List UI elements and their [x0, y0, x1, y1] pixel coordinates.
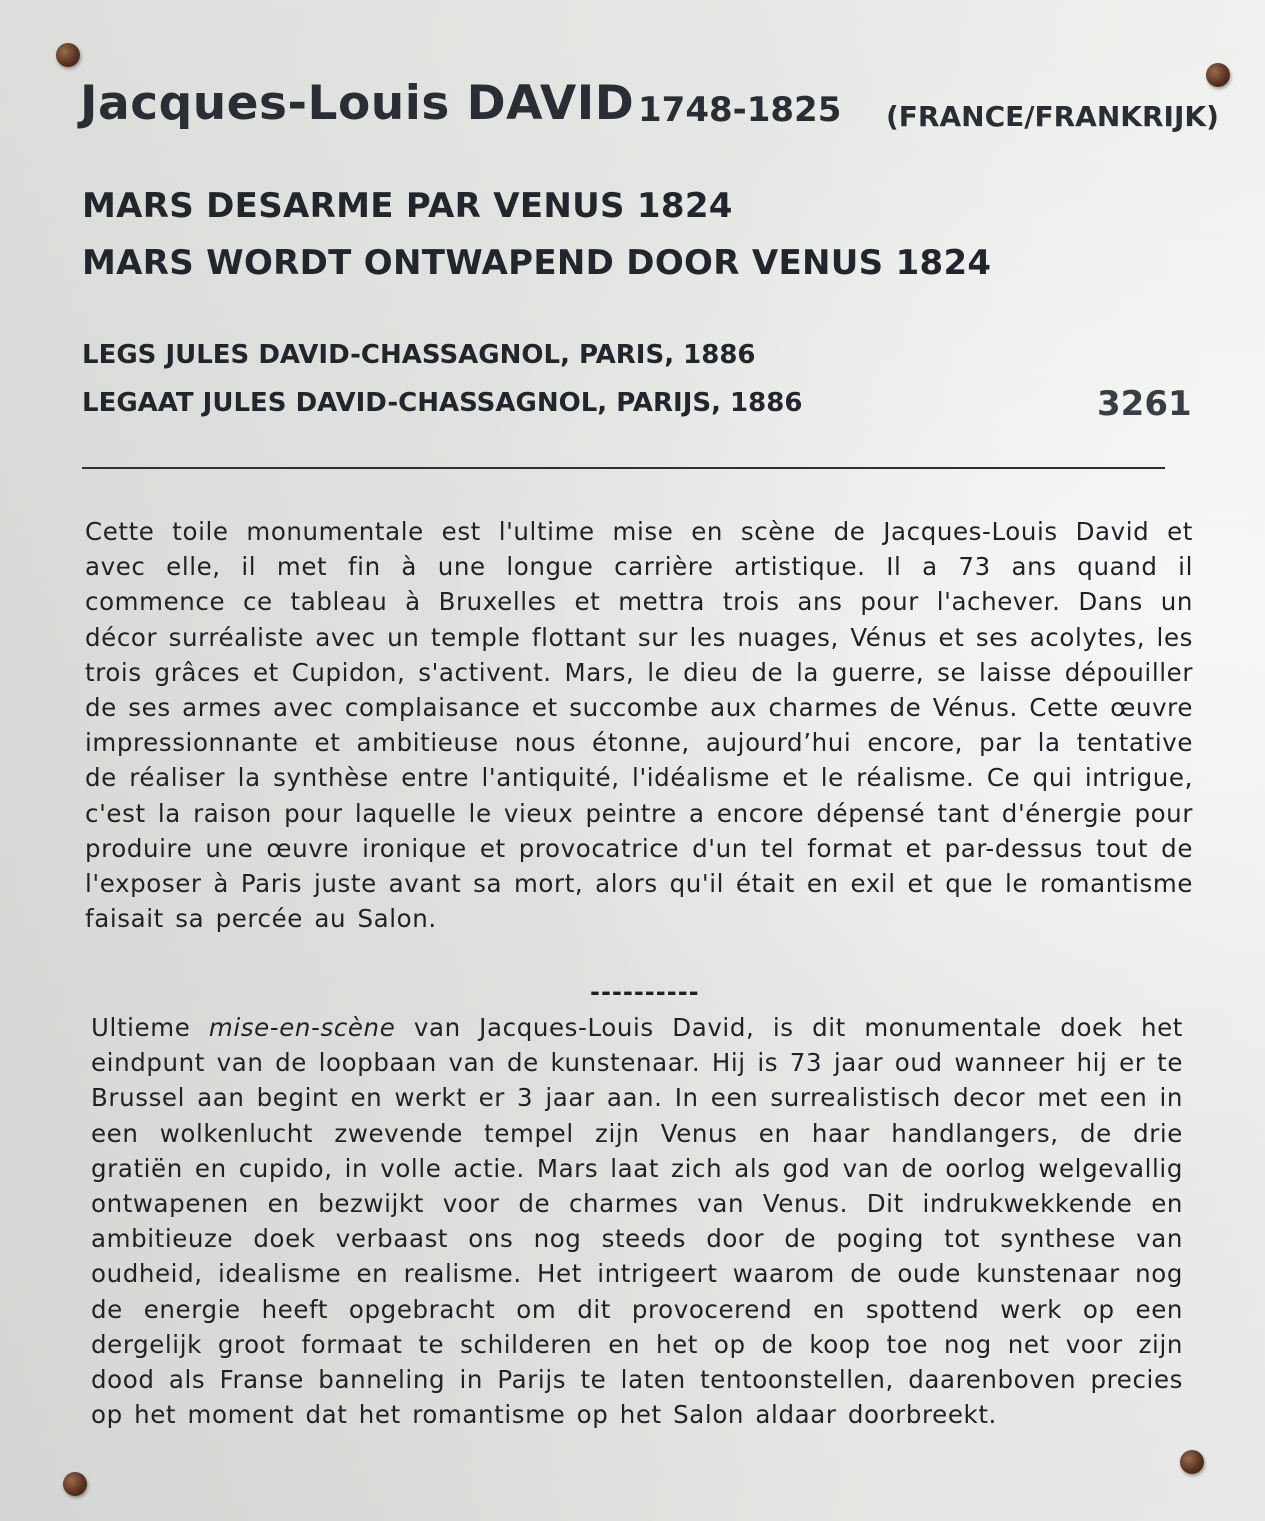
- screw-top-right-icon: [1206, 63, 1230, 87]
- description-french: Cette toile monumentale est l'ultime mise en scène de Jacques-Louis David et avec elle, il met fin à une longue carrière artistique. Il a 73 ans quand il commence ce tableau à Bruxelles et mettra trois ans pour l'achever. Dans un décor surréaliste avec un temple flottant sur les nuages, Vénus et ses acolytes, les trois grâces et Cupidon, s'activent. Mars, le dieu de la guerre, se laisse dépouiller de ses armes avec complaisance et succombe aux charmes de Vénus. Cette œuvre impressionnante et ambitieuse nous étonne, aujourd’hui encore, par la tentative de réaliser la synthèse entre l'antiquité, l'idéalisme et le réalisme. Ce qui intrigue, c'est la raison pour laquelle le vieux peintre a encore dépensé tant d'énergie pour produire une œuvre ironique et provocatrice d'un tel format et par-dessus tout de l'exposer à Paris juste avant sa mort, alors qu'il était en exil et que le romantisme faisait sa percée au Salon.: [85, 517, 1193, 934]
- screw-bottom-right-icon: [1180, 1450, 1204, 1474]
- provenance-dutch: LEGAAT JULES DAVID-CHASSAGNOL, PARIJS, 1886: [82, 388, 803, 418]
- description-dutch-emphasis: mise-en-scène: [208, 1013, 396, 1042]
- artist-name: Jacques-Louis DAVID: [80, 76, 635, 131]
- language-separator: ----------: [590, 978, 700, 1006]
- description-dutch-rest: van Jacques-Louis David, is dit monumentale doek het eindpunt van de loopbaan van de kunstenaar. Hij is 73 jaar oud wanneer hij er te Brussel aan begint en werkt er 3 jaar aan. In een surrealistisch decor met een in een wolkenlucht zwevende tempel zijn Venus en haar handlangers, de drie gratiën en cupido, in volle actie. Mars laat zich als god van de oorlog welgevallig ontwapenen en bezwijkt voor de charmes van Venus. Dit indrukwekkende en ambitieuze doek verbaast ons nog steeds door de poging tot synthese van oudheid, idealisme en realisme. Het intrigeert waarom de oude kunstenaar nog de energie heeft opgebracht om dit provocerend en spottend werk op een dergelijk groot formaat te schilderen en het op de koop toe nog net voor zijn dood als Franse banneling in Parijs te laten tentoonstellen, daarenboven precies op het moment dat het romantisme op het Salon aldaar doorbreekt.: [91, 1013, 1183, 1430]
- artwork-title-dutch: MARS WORDT ONTWAPEND DOOR VENUS 1824: [82, 243, 992, 283]
- artist-country: (FRANCE/FRANKRIJK): [886, 100, 1219, 133]
- divider-line: [82, 467, 1165, 469]
- description-dutch: [91, 1010, 1183, 1432]
- artist-dates: 1748-1825: [638, 90, 842, 130]
- description-dutch-lead: Ultieme: [91, 1013, 209, 1042]
- screw-bottom-left-icon: [63, 1472, 87, 1496]
- provenance-french: LEGS JULES DAVID-CHASSAGNOL, PARIS, 1886: [82, 340, 756, 370]
- screw-top-left-icon: [56, 43, 80, 67]
- artwork-title-french: MARS DESARME PAR VENUS 1824: [82, 186, 733, 226]
- inventory-number: 3261: [1097, 384, 1192, 424]
